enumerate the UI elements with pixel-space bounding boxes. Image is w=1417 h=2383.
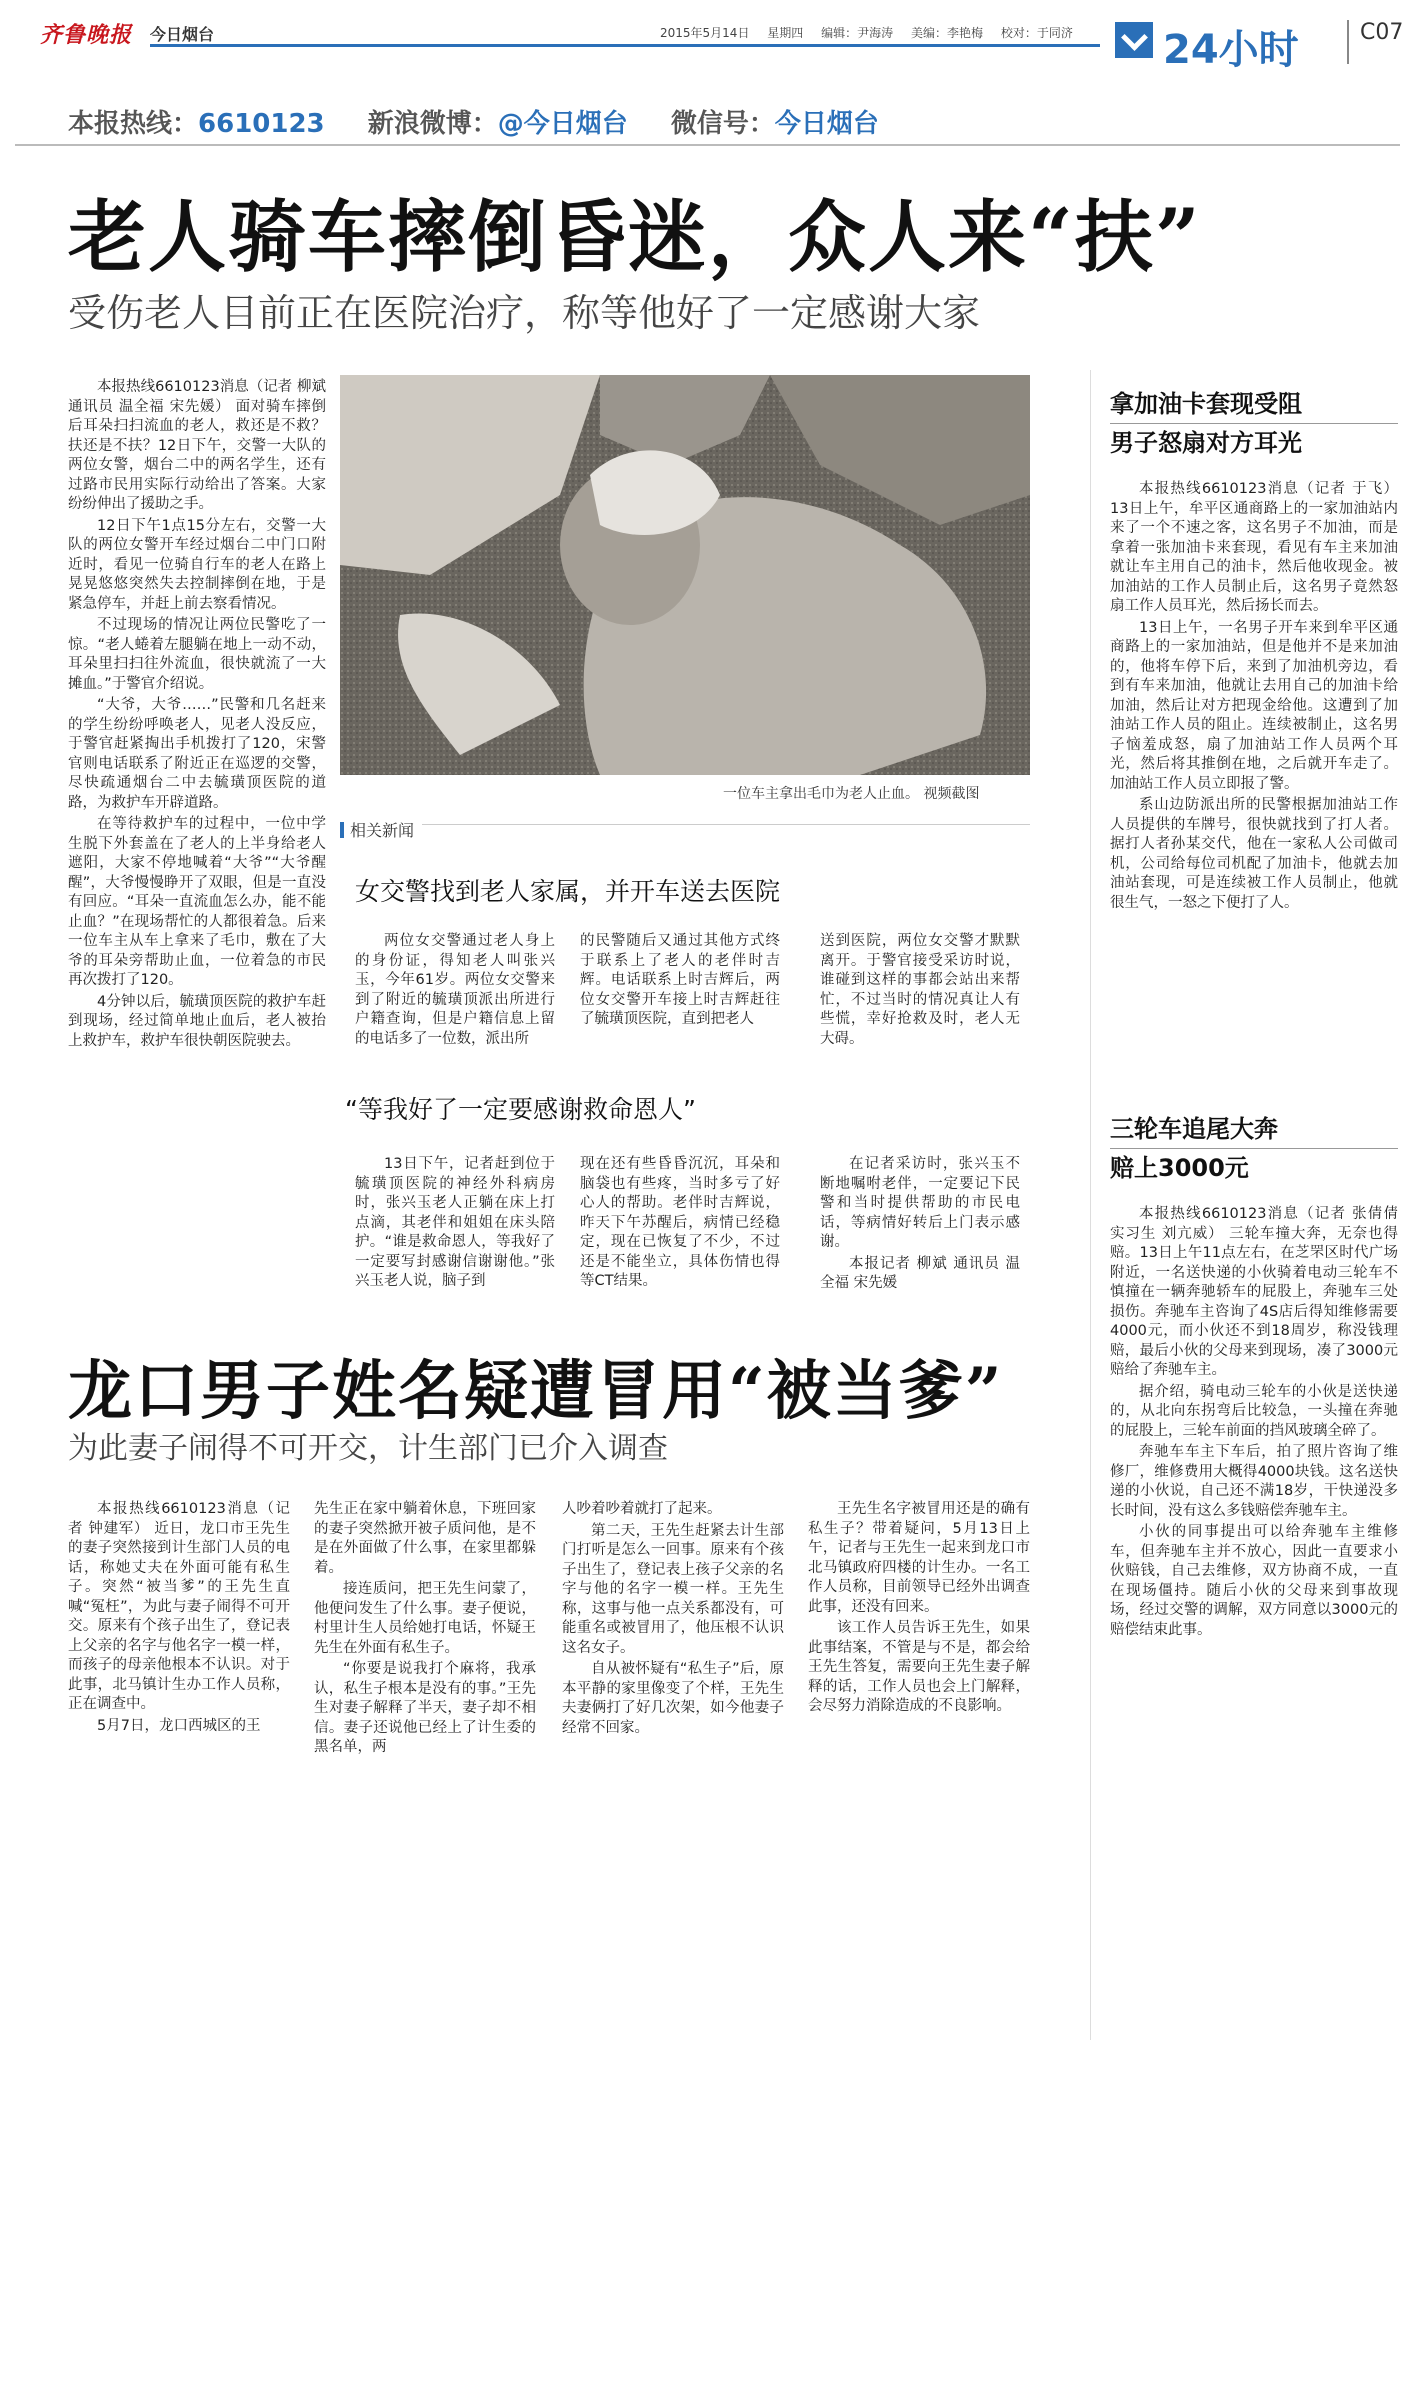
sidebar1-heading-line2: 男子怒扇对方耳光 bbox=[1110, 429, 1302, 457]
related2-byline: 本报记者 柳斌 通讯员 温全福 宋先媛 bbox=[820, 1255, 1020, 1291]
story2-headline: 龙口男子姓名疑遭冒用“被当爹” bbox=[68, 1354, 1004, 1429]
sidebar2-paragraph: 本报热线6610123消息（记者 张倩倩 实习生 刘亢威） 三轮车撞大奔，无奈也得赔。13日上午11点左右，在芝罘区时代广场附近，一名送快递的小伙骑着电动三轮车不慎撞在一辆奔驰轿车的屁股上，奔驰车三处损伤。奔驰车主咨询了4S店后得知维修需要4000元，而小伙还不到18周岁，称没钱理赔，最后小伙的父母来到现场，凑了3000元赔给了奔驰车主。 bbox=[1110, 1206, 1398, 1378]
issue-weekday: 星期四 bbox=[767, 26, 804, 40]
related2-heading: “等我好了一定要感谢救命恩人” bbox=[345, 1095, 696, 1124]
story1-paragraph: 4分钟以后，毓璜顶医院的救护车赶到现场，经过简单地止血后，老人被抬上救护车，救护车很快朝医院驶去。 bbox=[68, 993, 326, 1049]
proofreader-credit: 校对：于同济 bbox=[1000, 26, 1073, 40]
story2-paragraph: 该工作人员告诉王先生，如果此事结案，不管是与不是，都会给王先生答复，需要向王先生妻子解释的话，工作人员也会上门解释，会尽努力消除造成的不良影响。 bbox=[808, 1620, 1030, 1714]
related2-text: 在记者采访时，张兴玉不断地嘱咐老伴，一定要记下民警和当时提供帮助的市民电话，等病情好转后上门表示感谢。 bbox=[820, 1156, 1020, 1250]
related1-text: 的民警随后又通过其他方式终于联系上了老人的老伴时吉辉。电话联系上时吉辉后，两位女交警开车接上时吉辉赶往了毓璜顶医院，直到把老人 bbox=[580, 933, 780, 1027]
related-news-label: 相关新闻 bbox=[340, 818, 422, 841]
related-rule bbox=[340, 824, 1030, 825]
editor-credit: 编辑：尹海涛 bbox=[821, 26, 894, 40]
issue-date: 2015年5月14日 bbox=[660, 26, 750, 40]
story1-paragraph: 12日下午1点15分左右，交警一大队的两位女警开车经过烟台二中门口附近时，看见一位骑自行车的老人在路上晃晃悠悠突然失去控制摔倒在地，于是紧急停车，并赶上前去察看情况。 bbox=[68, 517, 326, 612]
story2-paragraph: 人吵着吵着就打了起来。 bbox=[562, 1501, 722, 1517]
story1-photo bbox=[340, 375, 1030, 775]
sidebar2-paragraph: 奔驰车车主下车后，拍了照片咨询了维修厂，维修费用大概得4000块钱。这名送快递的小伙说，自己还不满18岁，干快递没多长时间，没有这么多钱赔偿奔驰车主。 bbox=[1110, 1444, 1398, 1519]
sidebar-divider bbox=[1090, 370, 1091, 2040]
story2-col2 bbox=[314, 1500, 536, 1760]
page-number: C07 bbox=[1360, 20, 1404, 45]
sidebar1-paragraph: 系山边防派出所的民警根据加油站工作人员提供的车牌号，很快就找到了打人者。据打人者孙某交代，他在一家私人公司做司机，公司给每位司机配了加油卡，他就去加油站套现，可是连续被工作人员制止，他就很生气，一怒之下便打了人。 bbox=[1110, 797, 1398, 911]
related2-col1 bbox=[355, 1155, 555, 1294]
wechat-id: 今日烟台 bbox=[774, 109, 879, 139]
photo-illustration bbox=[340, 375, 1030, 775]
story1-paragraph: 不过现场的情况让两位民警吃了一惊。“老人蜷着左腿躺在地上一动不动，耳朵里扫扫往外流血，很快就流了一大摊血。”于警官介绍说。 bbox=[68, 617, 326, 692]
related1-col3 bbox=[820, 932, 1020, 1051]
story1-paragraph: “大爷，大爷……”民警和几名赶来的学生纷纷呼唤老人，见老人没反应，于警官赶紧掏出手机拨打了120，宋警官则电话联系了附近正在巡逻的交警，尽快疏通烟台二中去毓璜顶医院的道路，为救护车开辟道路。 bbox=[68, 697, 326, 811]
related2-text: 现在还有些昏昏沉沉，耳朵和脑袋也有些疼，当时多亏了好心人的帮助。老伴时吉辉说，昨天下午苏醒后，病情已经稳定，现在已恢复了不少，不过还是不能坐立，具体伤情也得等CT结果。 bbox=[580, 1156, 780, 1289]
sidebar2 bbox=[1110, 1110, 1398, 1642]
sidebar1 bbox=[1110, 385, 1398, 915]
channel-title: 24小时 bbox=[1163, 27, 1299, 73]
contact-bar bbox=[68, 103, 913, 140]
story2-paragraph: 接连质问，把王先生问蒙了，他便问发生了什么事。妻子便说，村里计生人员给她打电话，怀疑王先生在外面有私生子。 bbox=[314, 1581, 536, 1656]
story1-body bbox=[68, 378, 326, 1053]
story2-paragraph: 王先生名字被冒用还是的确有私生子？带着疑问，5月13日上午，记者与王先生一起来到龙口市北马镇政府四楼的计生办。一名工作人员称，目前领导已经外出调查此事，还没有回来。 bbox=[808, 1501, 1030, 1615]
hotline-label: 本报热线： bbox=[68, 109, 199, 139]
story2-paragraph: 5月7日，龙口西城区的王 bbox=[97, 1717, 261, 1734]
story2-col1 bbox=[68, 1500, 290, 1738]
sidebar1-paragraph: 13日上午，一名男子开车来到牟平区通商路上的一家加油站，但是他并不是来加油的，他将车停下后，来到了加油机旁边，看到有车来加油，他就让去用自己的加油卡给加油，然后让对方把现金给他。这遭到了加油站工作人员的阻止。连续被制止，这名男子恼羞成怒，扇了加油站工作人员两个耳光，然后将其推倒在地，之后就开车走了。加油站工作人员立即报了警。 bbox=[1110, 619, 1398, 792]
sidebar1-body bbox=[1110, 480, 1398, 913]
related2-col3 bbox=[820, 1155, 1020, 1296]
section-label: 今日烟台 bbox=[150, 25, 215, 44]
related2-text: 13日下午，记者赶到位于毓璜顶医院的神经外科病房时，张兴玉老人正躺在床上打点滴，其老伴和姐姐在床头陪护。“谁是救命恩人，等我好了一定要写封感谢信谢谢他。”张兴玉老人说，脑子到 bbox=[355, 1156, 555, 1289]
story1-headline: 老人骑车摔倒昏迷，众人来“扶” bbox=[68, 192, 1202, 283]
photo-caption: 一位车主拿出毛巾为老人止血。 视频截图 bbox=[723, 786, 980, 802]
hotline-number: 6610123 bbox=[198, 109, 325, 139]
story2-paragraph: 自从被怀疑有“私生子”后，原本平静的家里像变了个样，王先生夫妻俩打了好几次架，如今他妻子经常不回家。 bbox=[562, 1661, 784, 1736]
story1-paragraph: 本报热线6610123消息（记者 柳斌 通讯员 温全福 宋先媛） 面对骑车摔倒后耳朵扫扫流血的老人，救还是不救？扶还是不扶？12日下午，交警一大队的两位女警，烟台二中的两名学生，还有过路市民用实际行动给出了答案。大家纷纷伸出了援助之手。 bbox=[68, 379, 326, 512]
related1-heading: 女交警找到老人家属，并开车送去医院 bbox=[355, 877, 781, 906]
story2-col4 bbox=[808, 1500, 1030, 1719]
story2-subhead: 为此妻子闹得不可开交，计生部门已介入调查 bbox=[68, 1431, 668, 1466]
story2-paragraph: 先生正在家中躺着休息，下班回家的妻子突然掀开被子质问他，是不是在外面做了什么事，在家里都躲着。 bbox=[314, 1501, 536, 1576]
related2-col2 bbox=[580, 1155, 780, 1294]
sidebar2-heading-line1: 三轮车追尾大奔 bbox=[1110, 1115, 1278, 1143]
designer-credit: 美编：李艳梅 bbox=[910, 26, 983, 40]
contact-rule bbox=[15, 144, 1400, 146]
chevron-down-icon bbox=[1115, 22, 1153, 58]
story2-col3 bbox=[562, 1500, 784, 1740]
weibo-handle: @今日烟台 bbox=[497, 109, 628, 139]
sidebar1-heading-line1: 拿加油卡套现受阻 bbox=[1110, 390, 1302, 418]
related1-col1 bbox=[355, 932, 555, 1051]
wechat-label: 微信号： bbox=[670, 109, 775, 139]
channel-banner bbox=[1115, 14, 1340, 73]
sidebar2-body bbox=[1110, 1205, 1398, 1640]
related1-text: 两位女交警通过老人身上的身份证，得知老人叫张兴玉，今年61岁。两位女交警来到了附近的毓璜顶派出所进行户籍查询，但是户籍信息上留的电话多了一位数，派出所 bbox=[355, 933, 555, 1047]
story1-paragraph: 在等待救护车的过程中，一位中学生脱下外套盖在了老人的上半身给老人遮阳，大家不停地喊着“大爷”“大爷醒醒”，大爷慢慢睁开了双眼，但是一直没有回应。“耳朵一直流血怎么办，能不能止血？”在现场帮忙的人都很着急。后来一位车主从车上拿来了毛巾，敷在了大爷的耳朵旁帮助止血，一位着急的市民再次拨打了120。 bbox=[68, 816, 326, 988]
story1-subhead: 受伤老人目前正在医院治疗，称等他好了一定感谢大家 bbox=[68, 291, 981, 335]
sidebar2-paragraph: 小伙的同事提出可以给奔驰车主维修车，但奔驰车主并不放心，因此一直要求小伙赔钱，自己去维修，双方协商不成，一直在现场僵持。随后小伙的父母来到事故现场，经过交警的调解，双方同意以3000元的赔偿结束此事。 bbox=[1110, 1524, 1398, 1638]
sidebar1-paragraph: 本报热线6610123消息（记者 于飞） 13日上午，牟平区通商路上的一家加油站内来了一个不速之客，这名男子不加油，而是拿着一张加油卡来套现，看见有车主来加油就让车主用自己的油卡，然后他收现金。被加油站的工作人员制止后，这名男子竟然怒扇工作人员耳光，然后扬长而去。 bbox=[1110, 481, 1398, 614]
channel-divider bbox=[1347, 20, 1349, 64]
story2-paragraph: 第二天，王先生赶紧去计生部门打听是怎么一回事。原来有个孩子出生了，登记表上孩子父亲的名字与他的名字一模一样。王先生称，这事与他一点关系都没有，可能重名或被冒用了，他压根不认识这名女子。 bbox=[562, 1522, 784, 1656]
story2-paragraph: “你要是说我打个麻将，我承认，私生子根本是没有的事。”王先生对妻子解释了半天，妻子却不相信。妻子还说他已经上了计生委的黑名单，两 bbox=[314, 1661, 536, 1755]
sidebar2-heading-line2: 赔上3000元 bbox=[1110, 1154, 1249, 1182]
newspaper-logo: 齐鲁晚报 bbox=[40, 22, 133, 48]
weibo-label: 新浪微博： bbox=[367, 109, 498, 139]
story2-paragraph: 本报热线6610123消息（记者 钟建军） 近日，龙口市王先生的妻子突然接到计生部门人员的电话，称她丈夫在外面可能有私生子。突然“被当爹”的王先生直喊“冤枉”，为此与妻子闹得不可开交。原来有个孩子出生了，登记表上父亲的名字与他名字一模一样，而孩子的母亲他根本不认识。对于此事，北马镇计生办工作人员称，正在调查中。 bbox=[68, 1501, 290, 1712]
issue-meta bbox=[660, 24, 1087, 41]
sidebar2-paragraph: 据介绍，骑电动三轮车的小伙是送快递的，从北向东拐弯后比较急，一头撞在奔驰的屁股上，三轮车前面的挡风玻璃全碎了。 bbox=[1110, 1383, 1398, 1439]
masthead-rule bbox=[150, 44, 1100, 47]
related1-col2 bbox=[580, 932, 780, 1032]
related1-text: 送到医院，两位女交警才默默离开。于警官接受采访时说，谁碰到这样的事都会站出来帮忙，不过当时的情况真让人有些慌，幸好抢救及时，老人无大碍。 bbox=[820, 933, 1020, 1047]
